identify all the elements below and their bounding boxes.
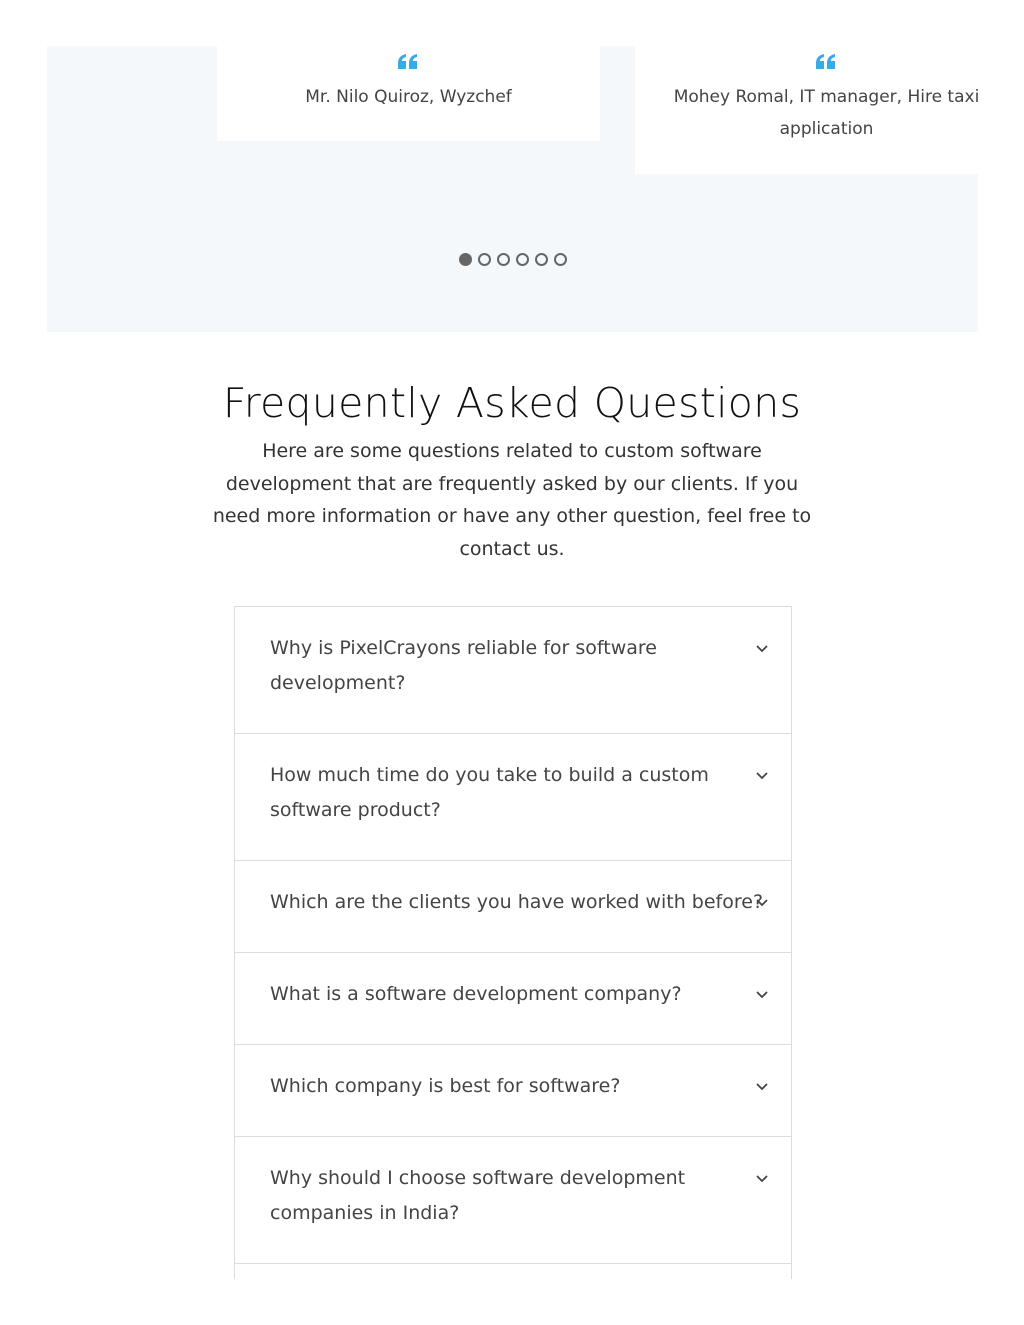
faq-accordion [234, 606, 792, 1279]
faq-intro: Here are some questions related to custom software development that are frequently asked by our clients. If you need more information or have any other question, feel free to contact us. [212, 440, 812, 560]
faq-question: Why is PixelCrayons reliable for software development? [270, 637, 657, 694]
faq-question: Which company is best for software? [270, 1075, 621, 1097]
chevron-down-icon[interactable] [755, 1174, 769, 1184]
carousel-dot-3[interactable] [497, 253, 510, 266]
faq-item[interactable] [235, 1045, 791, 1137]
testimonial-card [217, 46, 600, 141]
testimonial-card [635, 46, 1018, 174]
faq-item[interactable] [235, 953, 791, 1045]
testimonial-author: Mr. Nilo Quiroz, Wyzchef [305, 87, 512, 107]
chevron-down-icon[interactable] [755, 898, 769, 908]
carousel-dot-6[interactable] [554, 253, 567, 266]
faq-item[interactable] [235, 734, 791, 861]
carousel-dot-5[interactable] [535, 253, 548, 266]
faq-item[interactable] [235, 1137, 791, 1264]
chevron-down-icon[interactable] [755, 990, 769, 1000]
chevron-down-icon[interactable] [755, 1082, 769, 1092]
carousel-dot-4[interactable] [516, 253, 529, 266]
faq-item[interactable] [235, 607, 791, 734]
faq-question: How much time do you take to build a custom software product? [270, 764, 709, 821]
faq-question: Why should I choose software development companies in India? [270, 1167, 686, 1224]
testimonial-author: Mohey Romal, IT manager, Hire taxi application [673, 87, 980, 139]
carousel-pagination [47, 253, 978, 266]
faq-item[interactable] [235, 861, 791, 953]
faq-title: Frequently Asked Questions [222, 379, 802, 427]
carousel-dot-1[interactable] [459, 253, 472, 266]
carousel-dot-2[interactable] [478, 253, 491, 266]
quote-icon [396, 50, 420, 74]
quote-icon [814, 50, 838, 74]
faq-question: What is a software development company? [270, 983, 682, 1005]
faq-question: Which are the clients you have worked with before? [270, 891, 764, 913]
chevron-down-icon[interactable] [755, 644, 769, 654]
chevron-down-icon[interactable] [755, 771, 769, 781]
testimonial-carousel[interactable] [217, 46, 980, 226]
testimonials-section [47, 46, 978, 332]
